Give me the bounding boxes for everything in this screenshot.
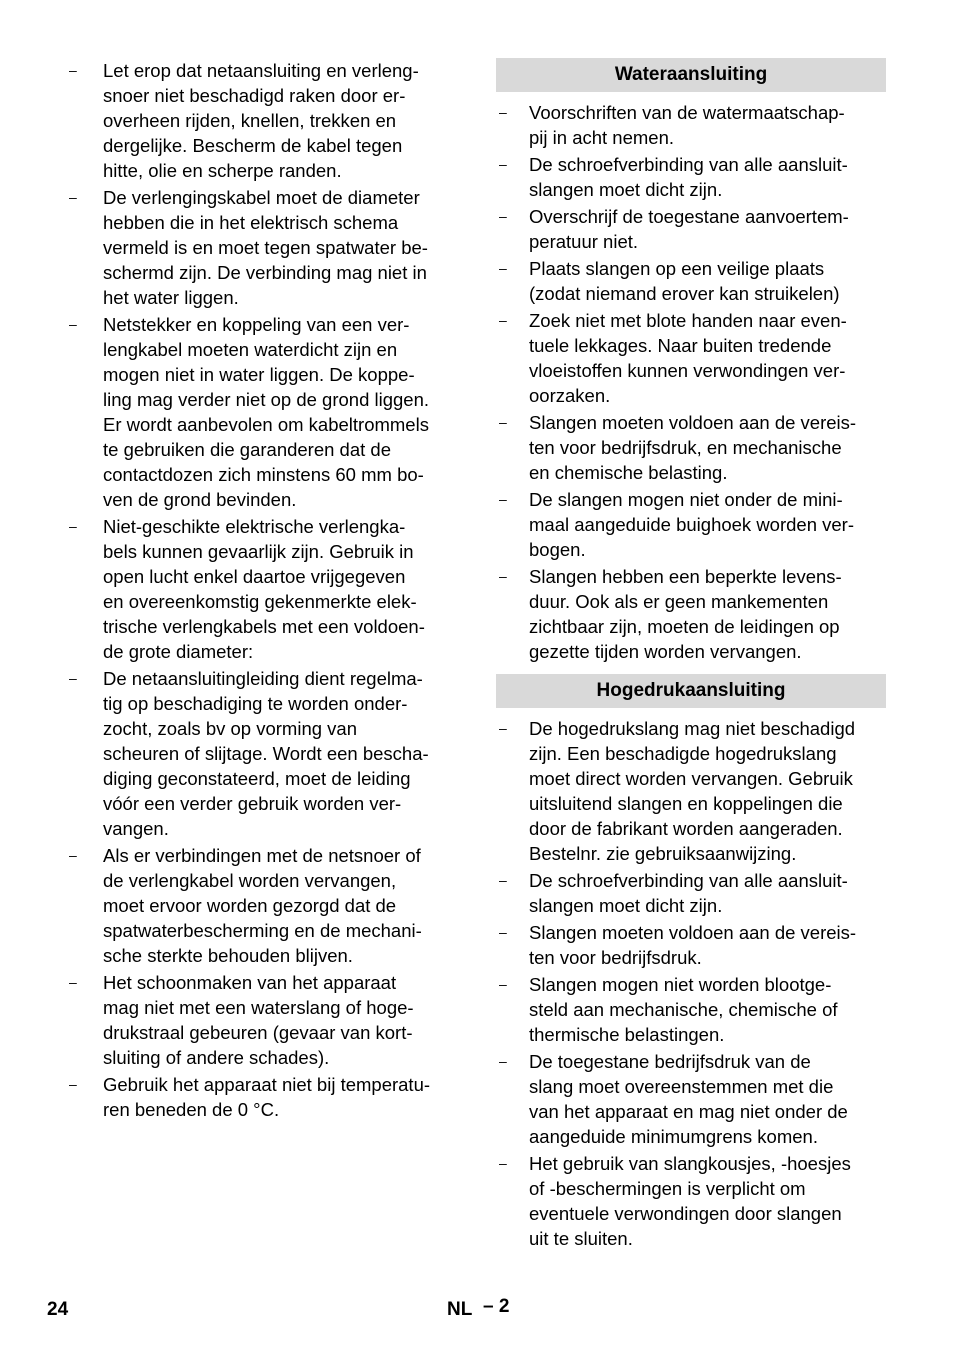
list-item-text: Slangen mogen niet worden blootge- steld aan mechanische, chemische of thermische belastingen. — [529, 974, 838, 1045]
list-item — [66, 843, 458, 968]
section-heading-wateraansluiting: Wateraansluiting — [496, 58, 886, 92]
bullet-dash: – — [499, 208, 507, 224]
bullet-dash: – — [499, 1155, 507, 1171]
list-item — [66, 58, 458, 183]
bullet-dash: – — [69, 670, 77, 686]
bullet-dash: – — [499, 156, 507, 172]
bullet-dash: – — [69, 62, 77, 78]
list-item-text: Voorschriften van de watermaatschap- pij in acht nemen. — [529, 102, 845, 148]
bullet-dash: – — [499, 260, 507, 276]
list-item — [496, 972, 886, 1047]
bullet-dash: – — [69, 974, 77, 990]
hogedrukaansluiting-bullet-list — [496, 716, 886, 1251]
list-item-text: Als er verbindingen met de netsnoer of de verlengkabel worden vervangen, moet ervoor worden gezorgd dat de spatwaterbescherming en de mechani- sche sterkte behouden blijven. — [103, 845, 422, 966]
right-column — [496, 58, 886, 1253]
bullet-dash: – — [499, 924, 507, 940]
list-item-text: Gebruik het apparaat niet bij temperatu- ren beneden de 0 °C. — [103, 1074, 431, 1120]
list-item — [496, 256, 886, 306]
list-item — [496, 308, 886, 408]
list-item — [496, 564, 886, 664]
list-item-text: Let erop dat netaansluiting en verleng- snoer niet beschadigd raken door er- overheen rijden, knellen, trekken en dergelijke. Bescherm de kabel tegen hitte, olie en scherpe randen. — [103, 60, 419, 181]
list-item — [496, 152, 886, 202]
bullet-dash: – — [499, 872, 507, 888]
bullet-dash: – — [69, 1076, 77, 1092]
list-item-text: Plaats slangen op een veilige plaats (zodat niemand erover kan struikelen) — [529, 258, 840, 304]
bullet-dash: – — [69, 316, 77, 332]
language-code: NL — [447, 1299, 473, 1320]
left-column — [66, 58, 458, 1124]
bullet-dash: – — [499, 104, 507, 120]
list-item — [66, 185, 458, 310]
wateraansluiting-bullet-list — [496, 100, 886, 664]
list-item-text: De hogedrukslang mag niet beschadigd zijn. Een beschadigde hogedrukslang moet direct worden vervangen. Gebruik uitsluitend slangen en koppelingen die door de fabrikant worden aangeraden. Bestelnr. zie gebruiksaanwijzing. — [529, 718, 856, 864]
list-item-text: Overschrijf de toegestane aanvoertem- peratuur niet. — [529, 206, 849, 252]
list-item — [496, 1151, 886, 1251]
page-number: 24 — [47, 1299, 69, 1320]
list-item-text: De toegestane bedrijfsdruk van de slang moet overeenstemmen met die van het apparaat en mag niet onder de aangeduide minimumgrens komen. — [529, 1051, 848, 1147]
bullet-dash: – — [499, 568, 507, 584]
bullet-dash: – — [69, 189, 77, 205]
bullet-dash: – — [499, 976, 507, 992]
list-item — [496, 1049, 886, 1149]
list-item — [496, 204, 886, 254]
bullet-dash: – — [69, 847, 77, 863]
list-item — [496, 410, 886, 485]
list-item-text: Slangen moeten voldoen aan de vereis- ten voor bedrijfsdruk. — [529, 922, 857, 968]
list-item — [66, 312, 458, 512]
list-item-text: Het schoonmaken van het apparaat mag niet met een waterslang of hoge- drukstraal gebeuren (gevaar van kort- sluiting of andere schades). — [103, 972, 414, 1068]
list-item — [66, 970, 458, 1070]
list-item-text: Het gebruik van slangkousjes, -hoesjes of -beschermingen is verplicht om eventuele verwondingen door slangen uit te sluiten. — [529, 1153, 851, 1249]
list-item-text: Slangen moeten voldoen aan de vereis- ten voor bedrijfsdruk, en mechanische en chemische belasting. — [529, 412, 857, 483]
bullet-dash: – — [499, 720, 507, 736]
bullet-dash: – — [499, 1053, 507, 1069]
list-item-text: De schroefverbinding van alle aansluit- slangen moet dicht zijn. — [529, 154, 848, 200]
list-item — [66, 1072, 458, 1122]
list-item — [496, 868, 886, 918]
list-item — [66, 514, 458, 664]
list-item-text: De schroefverbinding van alle aansluit- slangen moet dicht zijn. — [529, 870, 848, 916]
bullet-dash: – — [69, 518, 77, 534]
list-item-text: Slangen hebben een beperkte levens- duur. Ook als er geen mankementen zichtbaar zijn, moeten de leidingen op gezette tijden worden vervangen. — [529, 566, 842, 662]
bullet-dash: – — [499, 491, 507, 507]
bullet-dash: – — [499, 414, 507, 430]
bullet-dash: – — [499, 312, 507, 328]
section-heading-hogedrukaansluiting: Hogedrukaansluiting — [496, 674, 886, 708]
list-item — [496, 100, 886, 150]
left-bullet-list — [66, 58, 458, 1122]
list-item-text: De slangen mogen niet onder de mini- maal aangeduide buighoek worden ver- bogen. — [529, 489, 854, 560]
list-item-text: De netaansluitingleiding dient regelma- tig op beschadiging te worden onder- zocht, zoals bv op vorming van scheuren of slijtage. Wordt een bescha- diging geconstateerd, moet de leiding vóór een verder gebruik worden ver- vangen. — [103, 668, 429, 839]
list-item-text: Niet-geschikte elektrische verlengka- bels kunnen gevaarlijk zijn. Gebruik in open lucht enkel daartoe vrijgegeven en overeenkomstig gekenmerkte elek- trische verlengkabels met een voldoen- de grote diameter: — [103, 516, 425, 662]
list-item-text: Zoek niet met blote handen naar even- tuele lekkages. Naar buiten tredende vloeistoffen kunnen verwondingen ver- oorzaken. — [529, 310, 847, 406]
list-item — [496, 487, 886, 562]
list-item — [496, 920, 886, 970]
list-item — [496, 716, 886, 866]
section-number: – 2 — [483, 1296, 510, 1317]
list-item-text: De verlengingskabel moet de diameter hebben die in het elektrisch schema vermeld is en moet tegen spatwater be- schermd zijn. De verbinding mag niet in het water liggen. — [103, 187, 428, 308]
list-item — [66, 666, 458, 841]
list-item-text: Netstekker en koppeling van een ver- lengkabel moeten waterdicht zijn en mogen niet in water liggen. De koppe- ling mag verder niet op de grond liggen. Er wordt aanbevolen om kabeltrommels te gebruiken die garanderen dat de contactdozen zich minstens 60 mm bo- ven de grond bevinden. — [103, 314, 430, 510]
